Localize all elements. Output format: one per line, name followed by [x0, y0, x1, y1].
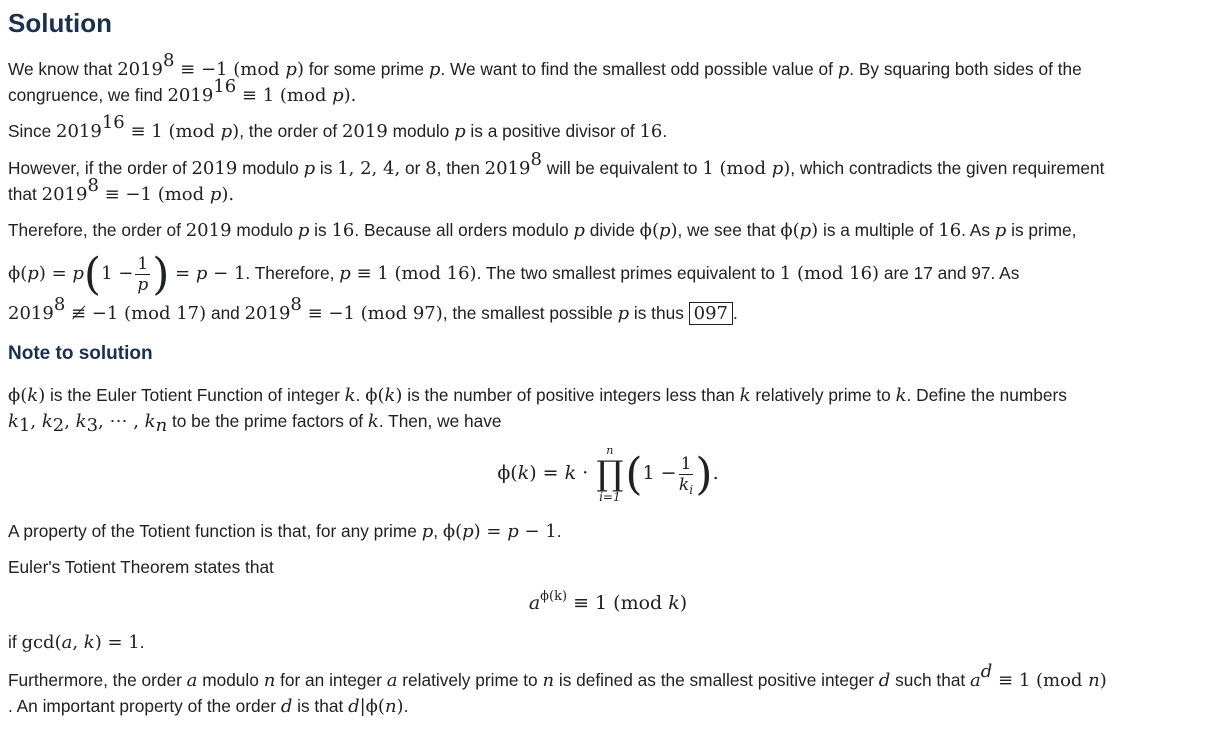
boxed-answer: 097	[689, 302, 733, 325]
math-var: p	[507, 521, 519, 542]
math-var: n	[384, 696, 397, 717]
math: 2019	[167, 85, 214, 106]
text: , the order of	[239, 121, 342, 141]
math: ,	[64, 411, 76, 432]
text: if	[8, 632, 22, 652]
paragraph-1-line-2	[8, 76, 357, 109]
math: , ⋯ ,	[98, 411, 145, 432]
math-var: p	[994, 220, 1007, 241]
text: is a multiple of	[818, 220, 939, 240]
math: ) =	[473, 521, 508, 542]
text: that	[8, 184, 42, 204]
left-paren: (	[625, 449, 643, 500]
product-lower-limit: i=1	[599, 490, 621, 504]
math-var: p	[209, 184, 222, 205]
math-var: d	[280, 696, 293, 717]
text: is prime,	[1006, 220, 1077, 240]
math: 8	[425, 158, 437, 179]
text: modulo	[387, 121, 455, 141]
math-var: a	[386, 670, 398, 691]
text: We know that	[8, 59, 118, 79]
fraction-denominator: p	[137, 275, 149, 295]
text: . By squaring both sides of the	[849, 59, 1082, 79]
right-paren: )	[152, 249, 170, 301]
right-paren: )	[695, 449, 713, 500]
note-paragraph-5-line-2	[8, 693, 408, 720]
math-sup: 8	[290, 294, 302, 315]
math-var: p	[297, 220, 310, 241]
math: ) =	[529, 462, 565, 484]
math-var: a	[528, 592, 541, 614]
math-var: a	[970, 670, 981, 691]
text: . Because all orders modulo	[354, 220, 574, 240]
math-sub: n	[155, 415, 168, 436]
math-var: p	[220, 121, 233, 142]
note-paragraph-3	[8, 554, 274, 580]
math: 2019	[8, 303, 54, 324]
text: is thus	[629, 303, 689, 323]
text: modulo	[197, 670, 264, 690]
note-heading: Note to solution	[8, 343, 153, 364]
text: modulo	[231, 220, 298, 240]
math: ϕ(	[497, 462, 518, 484]
math-var: k	[41, 411, 53, 432]
math: ) = 1	[94, 632, 140, 653]
text: for some prime	[303, 59, 429, 79]
text: .	[662, 121, 668, 141]
math: ≡ −1 (mod 97)	[301, 303, 443, 324]
math: )	[783, 158, 791, 179]
math-var: k	[75, 411, 87, 432]
math-var: p	[285, 59, 297, 80]
math-var: p	[72, 263, 84, 285]
text: are 17 and 97. As	[879, 263, 1020, 284]
math: 2019	[56, 121, 102, 142]
math-var: p	[771, 158, 784, 179]
euler-theorem-formula	[8, 589, 1208, 614]
text: . Then, we have	[378, 411, 502, 431]
math-sup: 8	[530, 149, 542, 170]
text: . Therefore,	[245, 263, 340, 284]
math: 2019	[244, 303, 291, 324]
math-sup: 16	[101, 112, 125, 133]
math-var: p	[837, 59, 850, 80]
math: 1 (mod	[702, 158, 772, 179]
math: )	[396, 696, 404, 717]
math: )	[1099, 670, 1107, 691]
text: is that	[292, 696, 349, 716]
math-sub: 2	[52, 415, 65, 436]
math-sup: d	[980, 661, 993, 682]
math: 16	[331, 220, 355, 241]
text: Therefore, the order of	[8, 220, 186, 240]
text: and	[206, 303, 245, 323]
text: modulo	[237, 158, 304, 178]
text: . Define the numbers	[906, 385, 1067, 405]
math: ·	[576, 462, 595, 484]
math: 2019	[185, 220, 232, 241]
fraction-numerator: 1	[680, 453, 692, 474]
math: gcd(	[21, 632, 62, 653]
math-sup: 8	[53, 294, 66, 315]
math: ≡ 1 (mod	[236, 85, 333, 106]
math: ϕ(	[365, 385, 385, 406]
math: ).	[221, 184, 235, 205]
math-var: k	[739, 385, 751, 406]
fraction-numerator: 1	[137, 254, 149, 274]
math: ≡ −1 (mod	[174, 59, 286, 80]
math-var: p	[454, 121, 466, 142]
math: 16	[938, 220, 962, 241]
math-sub: i	[689, 482, 694, 497]
math: 1 (mod 16)	[779, 263, 880, 285]
math: − 1	[207, 263, 246, 285]
math: ,	[72, 632, 84, 653]
math: ϕ(	[442, 521, 463, 542]
math: ϕ(	[639, 220, 659, 241]
math: ) =	[38, 263, 73, 285]
text: relatively prime to	[397, 670, 543, 690]
math-var: k	[8, 411, 19, 432]
text: for an integer	[275, 670, 387, 690]
text: ,	[433, 521, 443, 541]
paragraph-4-line-2	[8, 249, 1020, 301]
math-sub: 3	[86, 415, 99, 436]
math-var: p	[573, 220, 585, 241]
text: .	[355, 385, 366, 405]
math-var: k	[367, 411, 379, 432]
totient-product-formula	[8, 444, 1208, 504]
text: Furthermore, the order	[8, 670, 187, 690]
math: ≡ 1 (mod	[567, 592, 669, 614]
math-var: p	[421, 521, 434, 542]
text: to be the prime factors of	[167, 411, 368, 431]
math: 1 −	[642, 462, 677, 484]
text: is	[315, 158, 338, 178]
text: .	[403, 696, 409, 716]
math-var: k	[144, 411, 156, 432]
math-var: d	[348, 696, 360, 717]
math-var: p	[332, 85, 344, 106]
math: )	[232, 121, 240, 142]
math-var: a	[186, 670, 198, 691]
paragraph-3-line-1	[8, 149, 1105, 182]
math-var: k	[517, 462, 530, 484]
math: )	[395, 385, 403, 406]
paragraph-1-line-1	[8, 50, 1082, 83]
note-paragraph-5-line-1	[8, 661, 1107, 694]
text: is the number of positive integers less than	[402, 385, 740, 405]
text: is defined as the smallest positive integer	[554, 670, 879, 690]
math-var: n	[263, 670, 276, 691]
text: . An important property of the order	[8, 696, 281, 716]
math: =	[169, 263, 196, 285]
math: 2019	[341, 121, 388, 142]
text: . As	[961, 220, 995, 240]
math: )	[296, 59, 304, 80]
text: .	[733, 303, 738, 323]
math: 2019	[41, 184, 88, 205]
product-operator	[596, 444, 623, 504]
math-var: p	[27, 263, 39, 285]
note-paragraph-4	[8, 629, 145, 656]
math: )	[38, 385, 46, 406]
math-sup: 16	[213, 76, 237, 97]
math: ≢ −1 (mod 17)	[65, 303, 207, 324]
math-var: k	[384, 385, 396, 406]
text: Since	[8, 121, 57, 141]
math-var: p	[617, 303, 630, 324]
math: ϕ(	[8, 263, 28, 285]
math-var: k	[895, 385, 907, 406]
text: will be equivalent to	[541, 158, 703, 178]
product-upper-limit: n	[606, 444, 614, 457]
math: 2019	[484, 158, 531, 179]
left-paren: (	[83, 249, 102, 301]
math-var: p	[428, 59, 441, 80]
math-var: k	[564, 462, 577, 484]
text: is	[309, 220, 332, 240]
math-sub: 1	[18, 415, 31, 436]
math-var: k	[668, 592, 680, 614]
math-var: p	[658, 220, 671, 241]
math-var: k	[83, 632, 95, 653]
math: ≡ 1 (mod	[992, 670, 1089, 691]
paragraph-4-line-1	[8, 217, 1076, 244]
text: , then	[436, 158, 485, 178]
note-paragraph-2	[8, 518, 562, 545]
math-var: k	[27, 385, 39, 406]
text: Euler's Totient Theorem states that	[8, 557, 274, 577]
text: , which contradicts the given requirement	[790, 158, 1105, 178]
math: 2019	[117, 59, 163, 80]
math: ϕ(	[780, 220, 800, 241]
math-sup: 8	[163, 50, 175, 71]
math: ,	[30, 411, 42, 432]
math-sup: ϕ(k)	[540, 589, 568, 604]
text: , the smallest possible	[442, 303, 618, 323]
math-var: k	[344, 385, 356, 406]
math-var: p	[339, 263, 351, 285]
text: divide	[584, 220, 640, 240]
math: ≡ 1 (mod	[124, 121, 221, 142]
math: )	[670, 220, 678, 241]
math: ≡ 1 (mod 16)	[350, 263, 477, 285]
math-var: n	[1088, 670, 1100, 691]
solution-heading: Solution	[8, 8, 112, 38]
math-var: p	[303, 158, 316, 179]
math-var: p	[462, 521, 474, 542]
math: 2019	[191, 158, 238, 179]
text: . We want to find the smallest odd possible value of	[440, 59, 838, 79]
math: )	[811, 220, 819, 241]
text: .	[556, 521, 562, 541]
math: |ϕ(	[359, 696, 385, 717]
math-var: a	[61, 632, 73, 653]
fraction	[135, 254, 150, 295]
text: A property of the Totient function is that, for any prime	[8, 521, 422, 541]
math: )	[679, 592, 688, 614]
math: ).	[343, 85, 357, 106]
text: , we see that	[677, 220, 781, 240]
math: 16	[639, 121, 663, 142]
math-var: k	[678, 474, 690, 495]
text: . The two smallest primes equivalent to	[476, 263, 780, 284]
math-var: n	[542, 670, 555, 691]
text: or	[400, 158, 426, 178]
product-symbol: ∏	[596, 454, 624, 494]
text: such that	[890, 670, 971, 690]
math-var: p	[799, 220, 812, 241]
fraction	[679, 454, 694, 495]
text: congruence, we find	[8, 85, 168, 105]
math-var: p	[195, 263, 208, 285]
note-paragraph-1-line-2	[8, 408, 502, 435]
math: 1 −	[101, 263, 134, 285]
math: ϕ(	[8, 385, 28, 406]
math: ≡ −1 (mod	[98, 184, 210, 205]
text: is the Euler Totient Function of integer	[45, 385, 345, 405]
note-paragraph-1-line-1	[8, 382, 1067, 409]
paragraph-2	[8, 112, 668, 145]
text: relatively prime to	[750, 385, 896, 405]
math: − 1	[518, 521, 557, 542]
math-sup: 8	[87, 175, 99, 196]
text: is a positive divisor of	[465, 121, 640, 141]
math: .	[712, 462, 719, 484]
fraction-denominator	[679, 475, 694, 495]
text: .	[139, 632, 145, 652]
text: However, if the order of	[8, 158, 192, 178]
math-var: d	[878, 670, 891, 691]
paragraph-4-line-3	[8, 294, 738, 327]
math: 1, 2, 4,	[337, 158, 401, 179]
paragraph-3-line-2	[8, 175, 235, 208]
